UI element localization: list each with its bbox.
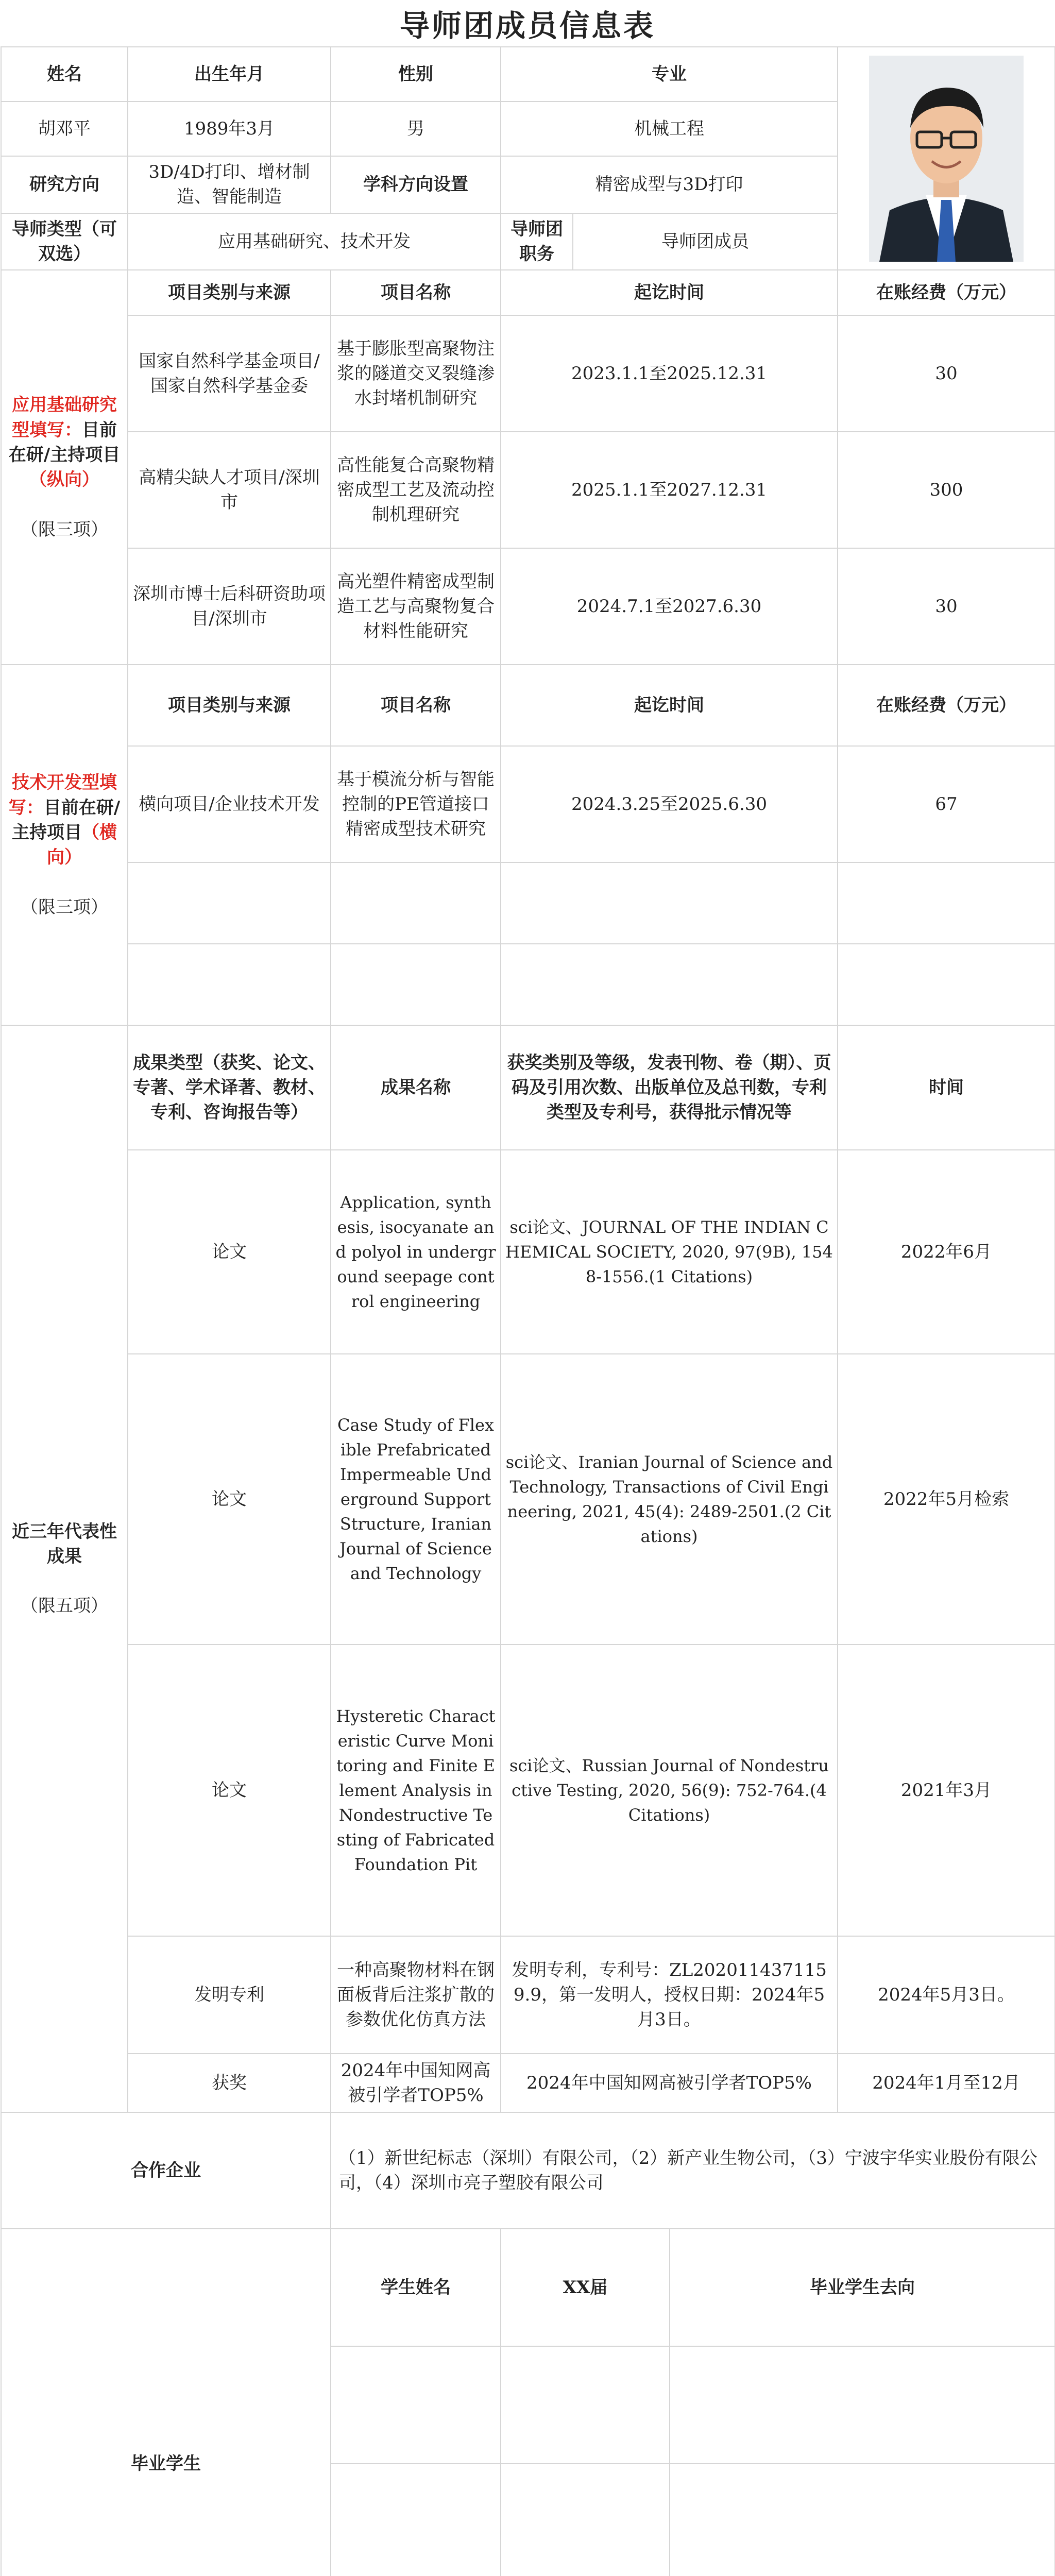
achievement-time: 2024年1月至12月 <box>838 2054 1055 2112</box>
tech-header-name: 项目名称 <box>331 665 501 746</box>
achievements-header-detail: 获奖类别及等级，发表刊物、卷（期）、页码及引用次数、出版单位及总刊数，专利类型及专利号，获得批示情况等 <box>501 1025 838 1150</box>
table-row <box>1 862 1055 944</box>
research-value: 3D/4D打印、增材制造、智能制造 <box>128 156 331 213</box>
birth-value: 1989年3月 <box>128 101 331 156</box>
achievements-limit: （限五项） <box>21 1596 108 1617</box>
applied-period: 2023.1.1至2025.12.31 <box>501 315 838 432</box>
applied-period: 2024.7.1至2027.6.30 <box>501 548 838 665</box>
mentor-type-value: 应用基础研究、技术开发 <box>128 213 501 270</box>
applied-header-fund: 在账经费（万元） <box>838 270 1055 315</box>
achievement-name: Hysteretic Characteristic Curve Monitoring and Finite Element Analysis in Nondestructive Testing of Fabricated Foundation Pit <box>331 1645 501 1936</box>
duty-header: 导师团职务 <box>501 213 573 270</box>
achievement-type: 发明专利 <box>128 1936 331 2054</box>
tech-label-red2: （横向） <box>47 822 117 868</box>
achievement-detail: 2024年中国知网高被引学者TOP5% <box>501 2054 838 2112</box>
applied-source: 深圳市博士后科研资助项目/深圳市 <box>128 548 331 665</box>
empty-cell <box>838 862 1055 944</box>
applied-fund: 30 <box>838 548 1055 665</box>
empty-cell <box>128 862 331 944</box>
applied-name: 高性能复合高聚物精密成型工艺及流动控制机理研究 <box>331 432 501 548</box>
applied-label-red: 应用基础研究型填写： <box>12 395 117 440</box>
achievement-time: 2021年3月 <box>838 1645 1055 1936</box>
achievement-detail: sci论文、JOURNAL OF THE INDIAN CHEMICAL SOCIETY, 2020, 97(9B), 1548-1556.(1 Citations) <box>501 1150 838 1354</box>
applied-header-period: 起讫时间 <box>501 270 838 315</box>
tech-fund: 67 <box>838 746 1055 862</box>
applied-header-name: 项目名称 <box>331 270 501 315</box>
applied-fund: 300 <box>838 432 1055 548</box>
birth-header: 出生年月 <box>128 47 331 101</box>
name-header: 姓名 <box>1 47 128 101</box>
empty-cell <box>331 862 501 944</box>
tech-header-fund: 在账经费（万元） <box>838 665 1055 746</box>
discipline-header: 学科方向设置 <box>331 156 501 213</box>
applied-label-mid: 目前在研/主持项目 <box>8 419 121 465</box>
table-row <box>1 315 1055 432</box>
achievement-time: 2022年5月检索 <box>838 1354 1055 1645</box>
achievement-detail: 发明专利，专利号：ZL2020114371159.9，第一发明人，授权日期：2024年5月3日。 <box>501 1936 838 2054</box>
achievement-type: 论文 <box>128 1150 331 1354</box>
empty-cell <box>501 944 838 1025</box>
empty-cell <box>501 2464 670 2576</box>
achievements-header-name: 成果名称 <box>331 1025 501 1150</box>
applied-source: 高精尖缺人才项目/深圳市 <box>128 432 331 548</box>
tech-period: 2024.3.25至2025.6.30 <box>501 746 838 862</box>
empty-cell <box>670 2464 1055 2576</box>
applied-period: 2025.1.1至2027.12.31 <box>501 432 838 548</box>
achievement-time: 2022年6月 <box>838 1150 1055 1354</box>
tech-section-label <box>1 665 128 1025</box>
tech-name: 基于模流分析与智能控制的PE管道接口精密成型技术研究 <box>331 746 501 862</box>
name-value: 胡邓平 <box>1 101 128 156</box>
empty-cell <box>501 862 838 944</box>
empty-cell <box>331 2464 501 2576</box>
table-row <box>1 1645 1055 1936</box>
table-row <box>1 548 1055 665</box>
applied-name: 基于膨胀型高聚物注浆的隧道交叉裂缝渗水封堵机制研究 <box>331 315 501 432</box>
graduates-label: 毕业学生 <box>1 2229 331 2576</box>
empty-cell <box>331 2346 501 2464</box>
achievement-detail: sci论文、Iranian Journal of Science and Technology, Transactions of Civil Engineering, 2021, 45(4): 2489-2501.(2 Citations) <box>501 1354 838 1645</box>
page-title: 导师团成员信息表 <box>399 8 655 43</box>
table-row <box>1 2054 1055 2112</box>
tech-source: 横向项目/企业技术开发 <box>128 746 331 862</box>
achievements-label: 近三年代表性成果 <box>12 1521 117 1567</box>
mentor-type-label: 导师类型（可双选） <box>12 218 117 264</box>
achievement-time: 2024年5月3日。 <box>838 1936 1055 2054</box>
table-row <box>1 944 1055 1025</box>
profile-photo <box>838 47 1055 270</box>
tech-limit: （限三项） <box>21 896 108 918</box>
achievement-detail: sci论文、Russian Journal of Nondestructive Testing, 2020, 56(9): 752-764.(4 Citations) <box>501 1645 838 1936</box>
major-value: 机械工程 <box>501 101 838 156</box>
partners-text: （1）新世纪标志（深圳）有限公司，（2）新产业生物公司，（3）宁波宇华实业股份有限公司，（4）深圳市亮子塑胶有限公司 <box>331 2112 1055 2229</box>
applied-header-source: 项目类别与来源 <box>128 270 331 315</box>
achievement-name: 一种高聚物材料在钢面板背后注浆扩散的参数优化仿真方法 <box>331 1936 501 2054</box>
applied-label-red2: （纵向） <box>29 469 99 490</box>
graduates-header-name: 学生姓名 <box>331 2229 501 2346</box>
tech-label-mid: 目前在研/主持项目 <box>12 797 121 843</box>
applied-limit: （限三项） <box>21 519 108 540</box>
empty-cell <box>838 944 1055 1025</box>
tech-header-source: 项目类别与来源 <box>128 665 331 746</box>
info-table <box>1 46 1055 2229</box>
applied-name: 高光塑件精密成型制造工艺与高聚物复合材料性能研究 <box>331 548 501 665</box>
partners-label: 合作企业 <box>1 2112 331 2229</box>
graduates-table <box>1 2228 1055 2576</box>
applied-source: 国家自然科学基金项目/国家自然科学基金委 <box>128 315 331 432</box>
achievement-type: 获奖 <box>128 2054 331 2112</box>
discipline-value: 精密成型与3D打印 <box>501 156 838 213</box>
gender-header: 性别 <box>331 47 501 101</box>
achievement-type: 论文 <box>128 1645 331 1936</box>
mentor-type-header <box>1 213 128 270</box>
empty-cell <box>501 2346 670 2464</box>
empty-cell <box>670 2346 1055 2464</box>
achievements-section-label <box>1 1025 128 2112</box>
graduates-header-class: XX届 <box>501 2229 670 2346</box>
achievements-header-type: 成果类型（获奖、论文、专著、学术译著、教材、专利、咨询报告等） <box>128 1025 331 1150</box>
table-row <box>1 1936 1055 2054</box>
achievements-header-time: 时间 <box>838 1025 1055 1150</box>
empty-cell <box>128 944 331 1025</box>
table-row <box>1 432 1055 548</box>
achievement-name: Case Study of Flexible Prefabricated Impermeable Underground Support Structure, Iranian Journal of Science and Technology <box>331 1354 501 1645</box>
achievement-name: Application, synthesis, isocyanate and polyol in underground seepage control engineering <box>331 1150 501 1354</box>
applied-fund: 30 <box>838 315 1055 432</box>
major-header: 专业 <box>501 47 838 101</box>
table-row <box>1 1150 1055 1354</box>
gender-value: 男 <box>331 101 501 156</box>
applied-section-label <box>1 270 128 665</box>
tech-header-period: 起讫时间 <box>501 665 838 746</box>
table-row <box>1 1354 1055 1645</box>
achievement-name: 2024年中国知网高被引学者TOP5% <box>331 2054 501 2112</box>
avatar <box>869 56 1024 262</box>
empty-cell <box>331 944 501 1025</box>
achievement-type: 论文 <box>128 1354 331 1645</box>
research-header: 研究方向 <box>1 156 128 213</box>
tech-label-red: 技术开发型填写： <box>8 772 117 818</box>
graduates-header-destination: 毕业学生去向 <box>670 2229 1055 2346</box>
table-row <box>1 746 1055 862</box>
duty-value: 导师团成员 <box>573 213 838 270</box>
